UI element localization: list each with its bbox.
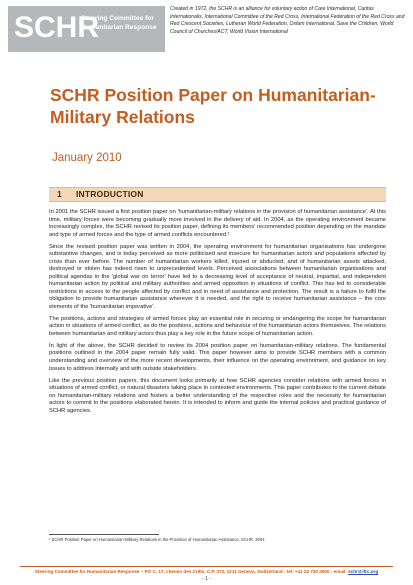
document-title: SCHR Position Paper on Humanitarian-Military Relations (50, 85, 376, 127)
section-heading-bar (49, 187, 386, 202)
section-title: INTRODUCTION (76, 189, 144, 199)
paragraph: In 2001 the SCHR issued a first position paper on 'humanitarian-military relations in the provision of humanitarian assistance'. At this time, military forces were becoming gradually more involved in the delivery of aid. In 2004, as the operating environment became increasingly complex, the SCHR revised its position paper, defining its members' recommended position depending on the mandate and type of armed forces and the type of armed conflicts encountered.¹ (49, 209, 386, 238)
paragraph: Since the revised position paper was written in 2004, the operating environment for humanitarian organisations has undergone substantive changes, and is today perceived as more politicised and insecure for humanitarian actors and populations affected by crisis than ever before. The number of humanitarian workers killed, injured or abducted, and of humanitarian assets attacked, destroyed or stolen has indeed risen to unprecedented levels. Perceived associations between humanitarian organisations and political agendas in the 'global war on terror' have led to a decreasing level of acceptance of neutral, impartial, and independent humanitarian action by political and military authorities and armed opposition in situations of conflict. This has led to considerable restrictions in access to the people affected by conflict and in need of assistance and protection. The result is a failure to fulfil the obligation to provide humanitarian assistance wherever it is needed, and the right to receive humanitarian assistance – the core elements of the 'humanitarian imperative'. (49, 243, 386, 310)
document-header (0, 0, 413, 58)
members-note: Created in 1972, the SCHR is an alliance for voluntary action of Care International, Caritas Internationalis, International Committee of the Red Cross, International Federation of the Red Cross and Red Crescent Societies, Lutheran World Federation, Oxfam International, Save the Children, World Council of Churches/ACT, World Vision International (170, 6, 405, 35)
logo-wordmark: SCHR (14, 11, 100, 44)
footer-email-link[interactable]: schr@ifrc.org (348, 569, 379, 574)
schr-logo (8, 6, 165, 52)
section-number: 1 (57, 189, 62, 199)
organization-name: Steering Committee for Humanitarian Response (81, 15, 157, 31)
page-number: - 1 - (202, 576, 211, 582)
footer-address (0, 569, 413, 574)
paragraph: Like the previous position papers, this document looks primarily at how SCHR agencies consider relations with armed forces in situations of armed conflict, or natural disasters taking place in contested environments. This paper contributes to the current debate on humanitarian-military relations and fosters a better understanding of the respective roles and the necessity for humanitarian actors to commit to the positions elaborated herein. It is intended to inform and guide the internal policies and practical guidance of SCHR agencies. (49, 377, 386, 414)
paragraph: In light of the above, the SCHR decided to review its 2004 position paper on humanitarian-military relations. The fundamental positions outlined in the 2004 paper remain fully valid. This paper however aims to provide SCHR members with a common understanding and overview of the more recent developments, their influence on the operating environment, and guidance on key issues to address internally and with outside stakeholders. (49, 342, 386, 372)
paragraph: The positions, actions and strategies of armed forces play an essential role in securing or endangering the scope for humanitarian action in situations of armed conflict, as do the positions, actions and behaviour of the humanitarian actors themselves. The relations between humanitarian and military actors thus play a key role in the future scope of humanitarian action. (49, 315, 386, 337)
body-text (49, 209, 386, 420)
document-date: January 2010 (52, 152, 122, 164)
footer-text: Steering Committee for Humanitarian Response – PO C. 17, chemin des Crêts, C.P. 372, 1211 Geneva, Switzerland - tel: +41 22 730 4500 - email: (34, 569, 349, 574)
footnote: ¹ SCHR Position Paper on Humanitarian-Military Relations in the Provision of Humanitarian Assistance, SCHR, 2004 (49, 537, 265, 542)
footer-divider (20, 566, 393, 567)
footnote-divider (49, 534, 159, 535)
